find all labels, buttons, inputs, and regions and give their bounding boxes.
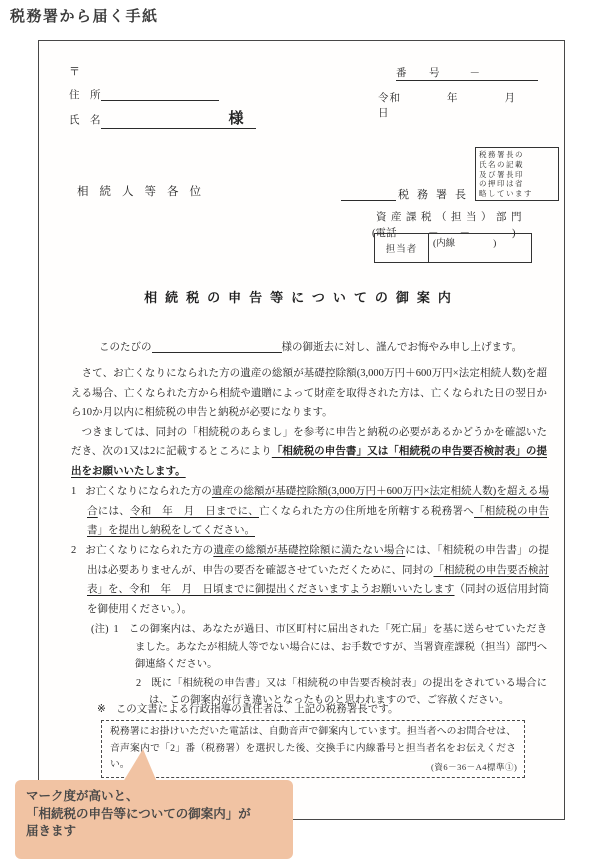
condolence-line — [99, 339, 522, 354]
document-number-row — [396, 65, 538, 81]
item-number: 2 — [71, 545, 77, 556]
deceased-name-fill-line — [152, 339, 282, 353]
tax-office-signature-row — [341, 186, 474, 202]
note-number: 2 — [136, 677, 142, 689]
item-number: 1 — [71, 486, 77, 497]
stamp-note-line: 及び署長印 — [479, 169, 524, 179]
postal-mark: 〒 — [69, 66, 80, 78]
address-fill-line — [101, 87, 219, 101]
stamp-omission-note — [475, 147, 559, 201]
staff-label: 担当者 — [375, 234, 429, 262]
stamp-note-line: 税務署長の — [479, 150, 524, 159]
note-1: (注) 1 この御案内は、あなたが過日、市区町村に届出された「死亡届」を基に送らせていただきました。あなたが相続人等でない場合には、お手数ですが、当署資産課税（担当）部門へ御連絡ください。 — [91, 624, 547, 670]
asterisk-marker: ※ — [97, 704, 106, 715]
name-honorific: 様 — [228, 111, 244, 127]
date-line: 令和 年 月 日 — [378, 93, 562, 119]
instruction-item-2: 2 お亡くなりになられた方の遺産の総額が基礎控除額に満たない場合には、「相続税の申告書」の提出は必要ありませんが、申告の要否を確認させていただくために、同封の「相続税の申告要否検討表」を、令和 年 月 日頃までに御提出くださいますようお願いいたします（同封の返信用封筒を御使用ください。）。 — [71, 545, 550, 615]
address-row — [69, 87, 219, 102]
instruction-item-1: 1 お亡くなりになられた方の遺産の総額が基礎控除額(3,000万円＋600万円×法定相続人数)を超える場合には、令和 年 月 日までに、亡くなられた方の住所地を所轄する税務署へ「相続税の申告書」を提出し納税をしてください。 — [71, 486, 549, 536]
notes-section — [91, 621, 547, 710]
department-line: 資産課税（担当）部門 — [376, 212, 526, 223]
form-code: (資6－36－A4標準①) — [431, 762, 518, 772]
salutation: 相続人等各位 — [77, 186, 212, 198]
stamp-note-line: 氏名の記載 — [479, 159, 524, 169]
name-fill-line — [101, 107, 256, 129]
note-label: (注) — [91, 624, 109, 635]
letter-document — [38, 40, 565, 820]
paragraph-request: つきましては、同封の「相続税のあらまし」を参考に申告と納税の必要があるかどうかを確認いただき、次の1又は2に記載するところにより「相続税の申告書」又は「相続税の申告要否検討表」の提出をお願いいたします。 — [71, 426, 547, 477]
phone-guidance-box: 税務署にお掛けいただいた電話は、自動音声で御案内しています。担当者へのお問合せは、音声案内で「2」番（税務署）を選択した後、交換手に内線番号と担当者名をお伝えください。 — [101, 720, 525, 778]
document-title: 相続税の申告等についての御案内 — [144, 290, 459, 305]
name-row — [69, 107, 256, 129]
page-title: 税務署から届く手紙 — [10, 8, 159, 25]
condolence-post: 様の御逝去に対し、謹んでお悔やみ申し上げます。 — [281, 342, 523, 353]
note-2: 2 既に「相続税の申告書」又は「相続税の申告要否検討表」の提出をされている場合には、この御案内が行き違いとなったものと思われますので、ご容赦ください。 — [136, 677, 547, 706]
callout-tail — [123, 749, 157, 782]
number-label: 番 号 — [396, 68, 446, 79]
address-label: 住 所 — [69, 90, 101, 101]
request-underlined-text: 「相続税の申告書」又は「相続税の申告要否検討表」の提出をお願いいたします。 — [71, 446, 547, 477]
stamp-note-line: 略しています — [479, 189, 533, 199]
extension-label: (内線 ) — [433, 239, 497, 249]
contact-person-table — [374, 233, 532, 263]
body-paragraphs — [71, 364, 547, 481]
paragraph-intro: さて、お亡くなりになられた方の遺産の総額が基礎控除額(3,000万円＋600万円×法定相続人数)を超える場合、亡くなられた方から相続や遺贈によって財産を取得された方は、亡くなられた日の翌日から10か月以内に相続税の申告と納税が必要になります。 — [71, 368, 547, 418]
office-name-fill-line — [341, 187, 396, 201]
office-title: 税務署長 — [398, 189, 474, 201]
phone-line: (電話 － － ) — [372, 228, 516, 239]
name-label: 氏 名 — [69, 115, 101, 126]
callout-line: マーク度が高いと、 — [26, 789, 139, 803]
note-number: 1 — [113, 624, 119, 635]
number-value: － — [469, 68, 480, 79]
annotation-callout — [15, 780, 293, 859]
stamp-note-line: の押印は省 — [479, 179, 524, 189]
admin-responsibility-note: ※ この文書による行政指導の責任者は、上記の税務署長です。 — [97, 704, 399, 715]
callout-line: 「相続税の申告等についての御案内」が — [26, 806, 251, 821]
callout-line: 届きます — [26, 824, 77, 838]
condolence-pre: このたびの — [99, 342, 152, 353]
